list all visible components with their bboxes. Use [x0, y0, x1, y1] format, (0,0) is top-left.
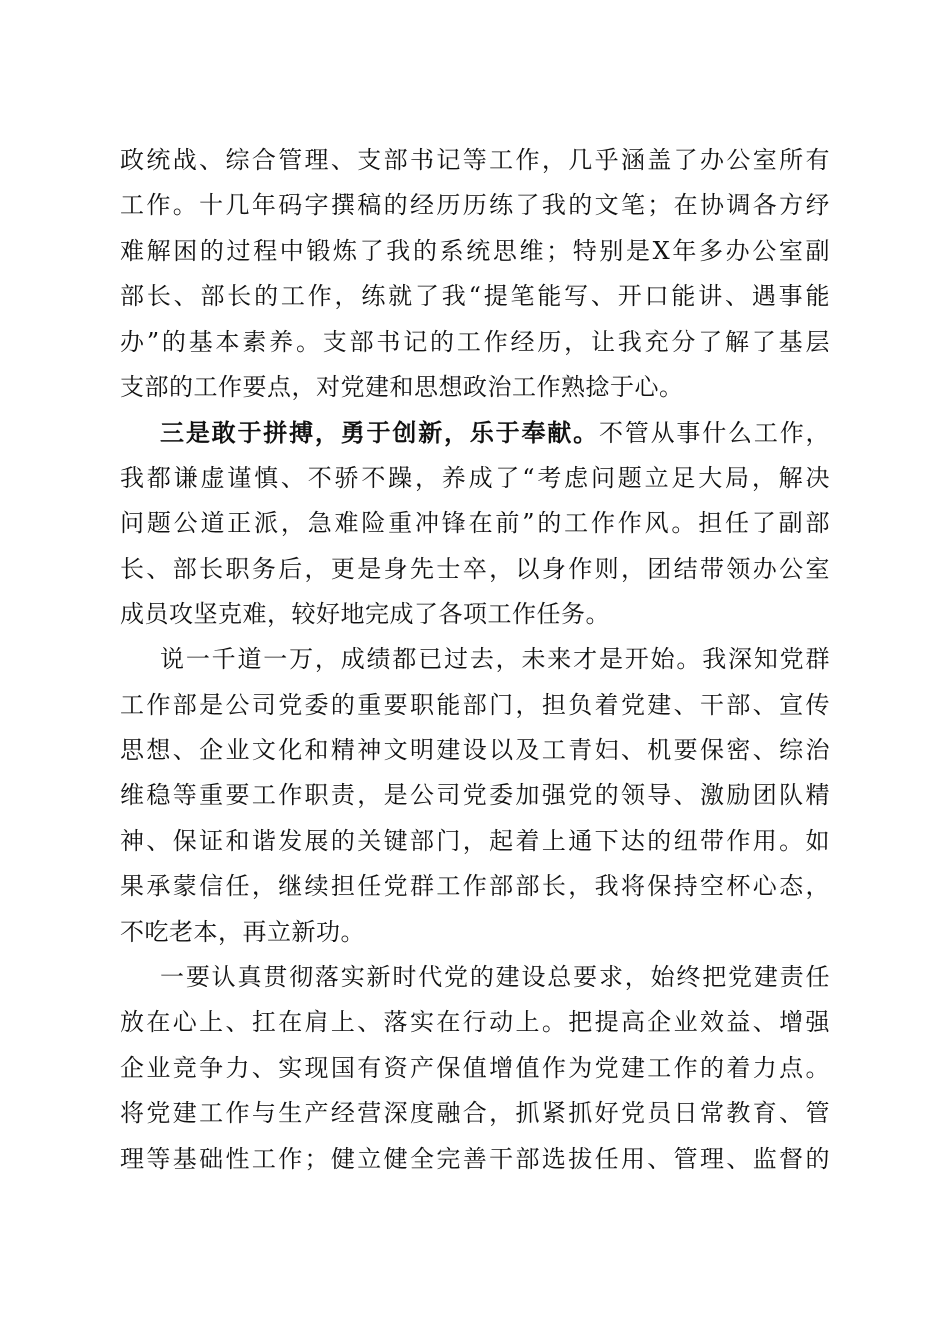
paragraph-line: 问题公道正派，急难险重冲锋在前”的工作作风。担任了副部: [120, 509, 830, 538]
paragraph-line: 工作。十几年码字撰稿的经历历练了我的文笔；在协调各方纾: [120, 191, 830, 220]
paragraph-line: 神、保证和谐发展的关键部门，起着上通下达的纽带作用。如: [120, 826, 830, 855]
paragraph-line: 果承蒙信任，继续担任党群工作部部长，我将保持空杯心态，: [120, 872, 830, 901]
paragraph-line: 放在心上、扛在肩上、落实在行动上。把提高企业效益、增强: [120, 1008, 830, 1037]
paragraph-line: 工作部是公司党委的重要职能部门，担负着党建、干部、宣传: [120, 690, 830, 719]
paragraph-line: 理等基础性工作；健立健全完善干部选拔任用、管理、监督的: [120, 1144, 830, 1173]
paragraph-lead-heading: 三是敢于拼搏，勇于创新，乐于奉献。: [160, 418, 599, 448]
paragraph-line: 将党建工作与生产经营深度融合，抓紧抓好党员日常教育、管: [120, 1099, 830, 1128]
paragraph-line: 我都谦虚谨慎、不骄不躁，养成了“考虑问题立足大局，解决: [120, 463, 830, 492]
paragraph-3: [120, 637, 830, 955]
paragraph-line: 办”的基本素养。支部书记的工作经历，让我充分了解了基层: [120, 327, 830, 356]
paragraph-4: [120, 955, 830, 1182]
paragraph-line: 一要认真贯彻落实新时代党的建设总要求，始终把党建责任: [160, 963, 830, 992]
paragraph-line: 难解困的过程中锻炼了我的系统思维；特别是X年多办公室副: [120, 236, 830, 265]
paragraph-line: 支部的工作要点，对党建和思想政治工作熟捻于心。: [120, 372, 684, 401]
paragraph-2: [120, 410, 830, 637]
paragraph-line: 维稳等重要工作职责，是公司党委加强党的领导、激励团队精: [120, 781, 830, 810]
paragraph-1: [120, 138, 830, 410]
paragraph-line: 说一千道一万，成绩都已过去，未来才是开始。我深知党群: [160, 645, 830, 674]
paragraph-line: 不吃老本，再立新功。: [120, 917, 365, 946]
paragraph-line: 政统战、综合管理、支部书记等工作，几乎涵盖了办公室所有: [120, 146, 830, 174]
paragraph-line: 部长、部长的工作，练就了我“提笔能写、开口能讲、遇事能: [120, 282, 830, 311]
paragraph-line-text: 不管从事什么工作，: [598, 419, 831, 448]
document-page: [120, 138, 830, 1182]
paragraph-line: 成员攻坚克难，较好地完成了各项工作任务。: [120, 599, 610, 628]
paragraph-first-line: [120, 410, 830, 455]
paragraph-line: 思想、企业文化和精神文明建设以及工青妇、机要保密、综治: [120, 736, 830, 765]
paragraph-line: 长、部长职务后，更是身先士卒，以身作则，团结带领办公室: [120, 554, 830, 583]
paragraph-line: 企业竞争力、实现国有资产保值增值作为党建工作的着力点。: [120, 1053, 830, 1082]
